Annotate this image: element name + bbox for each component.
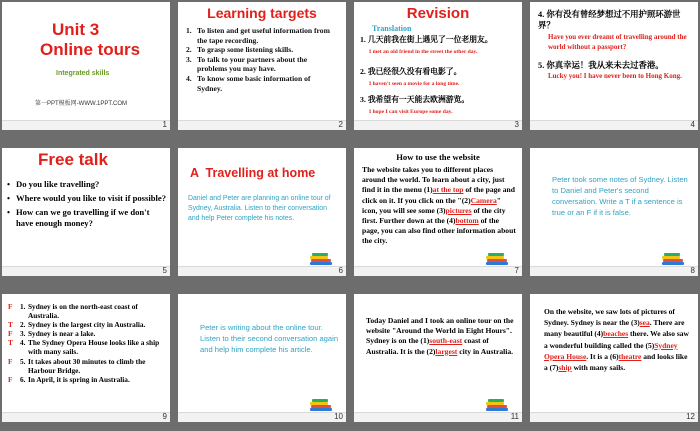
slide-thumbnail-1[interactable] [2,2,170,130]
list-item: 3. 我希望有一天能去欧洲游览。 [360,95,470,104]
answer-mark: F [8,329,13,339]
slide-number: 11 [510,412,519,421]
answer-blank: at the top [432,185,464,195]
lesson-subtitle: Integrated skills [56,70,110,77]
list-item: 1. 几天前我在街上遇见了一位老朋友。 [360,35,493,44]
list-item: F 5. It takes about 30 minutes to climb the Harbour Bridge. [8,356,146,375]
slide-number: 5 [162,266,167,275]
site-credit: 第一PPT模板网-WWW.1PPT.COM [35,101,127,107]
list-item: 4. 你有没有曾经梦想过不用护照环游世界？ [538,10,681,30]
slide-thumbnail-10[interactable] [178,294,346,422]
list-item: • Where would you like to visit if possible? [7,193,167,203]
answer-blank: largest [435,346,458,356]
list-item: 1. To listen and get useful information from the tape recording. [186,26,330,45]
article-passage: Today Daniel and I took an online tour on the website "Around the World in Eight Hours". Sydney is on the (1)south-east coast of Australia. It is the (2)largest city in Australia. [366,316,514,356]
answer-blank: Sydney Opera House [544,340,678,361]
list-item: 4. To know some basic information of Sydney. [186,73,311,93]
cloze-passage: The website takes you to different places around the world. To learn about a city, just find it in the menu (1)at the top of the page and click on it. If you click on the "(2)Camera" icon, you will see some (3)pictures of the city first. Further down at the (4)bottom of the page, you can also find other information about the city. [362,165,516,246]
list-item: F 1. Sydney is on the north-east coast of Australia. [8,302,138,321]
slide-number: 8 [690,266,695,275]
instruction-text: Daniel and Peter are planning an online tour of Sydney, Australia. Listen to their conversation and help Peter complete his notes. [188,195,331,222]
slide-number: 6 [338,266,343,275]
slide-title: Learning targets [207,5,317,21]
list-item: T 4. The Sydney Opera House looks like a ship with many sails. [8,338,160,357]
slide-thumbnail-9[interactable] [2,294,170,422]
slide-title: Free talk [38,150,108,169]
slide-number: 1 [162,120,167,129]
answer-mark: F [8,374,13,384]
list-item: • How can we go travelling if we don't have enough money? [7,207,150,228]
list-item: F 6. In April, it is spring in Australia. [8,374,130,384]
slide-thumbnail-6[interactable] [178,148,346,276]
lesson-title: Online tours [40,40,141,59]
answer-blank: south-east [429,336,463,346]
answer-mark: T [8,320,13,330]
true-false-list [2,302,167,384]
list-item: T 2. Sydney is the largest city in Australia. [8,320,146,330]
slide-title: Revision [406,5,470,22]
slide-number: 7 [514,266,519,275]
slide-title: A Travelling at home [190,166,316,180]
slide-title: How to use the website [396,152,480,162]
slide-number: 9 [162,412,167,421]
list-item: 2. To grasp some listening skills. [186,45,294,55]
answer-blank: sea [639,318,650,328]
answer-blank: pictures [445,205,472,215]
list-item: F 3. Sydney is near a lake. [8,329,96,339]
slide-thumbnail-11[interactable] [354,294,522,422]
instruction-text: Peter is writing about the online tour. Listen to their second conversation again and help him complete his article. [200,323,339,354]
section-label: Translation [372,24,412,33]
answer-blank: Camera [470,195,497,205]
slide-number: 4 [690,120,695,129]
answer-blank: theatre [618,351,642,361]
slide-number: 2 [338,120,343,129]
answer-blank: bottom [455,216,479,226]
books-icon [486,253,508,265]
list-item: • Do you like travelling? [7,179,100,189]
answer-blank: beaches [603,329,629,339]
slide-thumbnail-12[interactable] [530,294,698,422]
question-list: 4. 你有没有曾经梦想过不用护照环游世界？ Have you ever dreamt of travelling around the world without a passport? 5. 你真幸运！我从来未去过香港。 Lucky you! I have never been to Hong Kong. [538,10,694,81]
slide-number: 10 [334,412,343,421]
list-item: 3. To talk to your partners about the problems you may have. [186,54,308,74]
books-icon [310,253,332,265]
instruction-text: Peter took some notes of Sydney. Listen to Daniel and Peter's second conversation. Write a T if a sentence is true or an F if it is false. [552,175,688,217]
slide-thumbnail-8[interactable] [530,148,698,276]
targets-list [186,26,336,93]
slide-thumbnail-2[interactable] [178,2,346,130]
answer-mark: F [8,302,13,311]
books-icon [310,399,332,411]
slide-thumbnail-4[interactable] [530,2,698,130]
slide-number: 3 [514,120,519,129]
books-icon [662,253,684,265]
slide-number: 12 [686,412,695,421]
list-item: 5. 你真幸运！我从来未去过香港。 [538,61,664,70]
slide-thumbnail-7[interactable] [354,148,522,276]
slide-thumbnail-3[interactable] [354,2,522,130]
answer-blank: ship [558,363,572,373]
unit-title: Unit 3 [52,20,100,39]
translation-list: 1. 几天前我在街上遇见了一位老朋友。 I met an old friend in the street the other day. 2. 我已经很久没有看电影了。 I haven't seen a movie for a long time. 3. 我希望有一天能去欧洲游览。 I hope I can visit Europe some day. [360,35,518,117]
list-item: 2. 我已经很久没有看电影了。 [360,67,462,76]
article-passage: On the website, we saw lots of pictures of Sydney. Sydney is near the (3)sea. There are many beautiful (4)beaches there. We also saw a wonderful building called the (5)Sydney Opera House. It is a (6)theatre and looks like a (7)ship with many sails. [544,307,689,373]
question-list [7,179,167,229]
answer-mark: T [8,338,13,348]
slide-thumbnail-5[interactable] [2,148,170,276]
answer-mark: F [8,356,13,366]
books-icon [486,399,508,411]
